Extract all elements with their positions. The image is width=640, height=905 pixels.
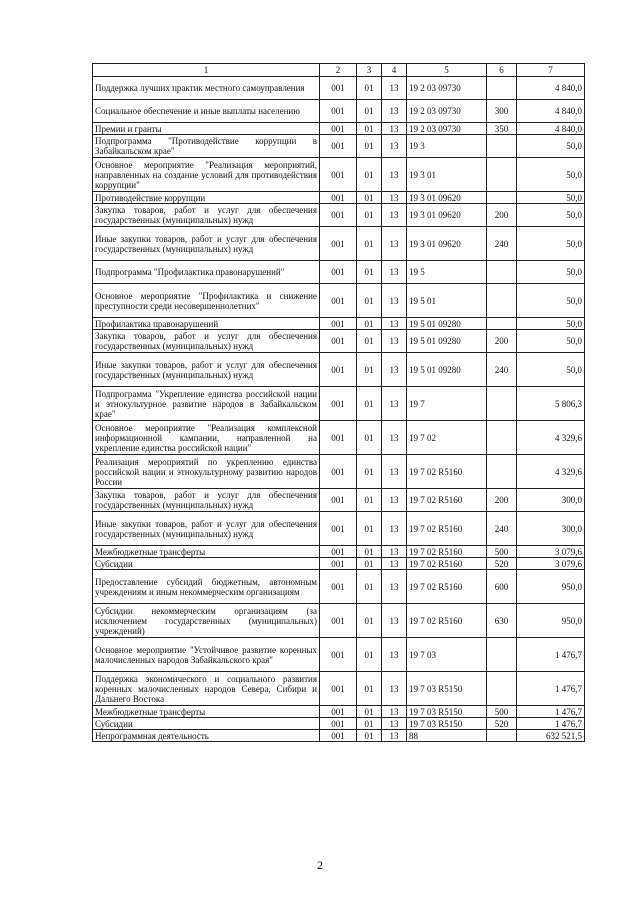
row-col-5: 19 7 02 R5160 bbox=[407, 455, 487, 489]
row-col-3: 01 bbox=[357, 353, 382, 387]
row-col-3: 01 bbox=[357, 730, 382, 742]
row-col-2: 001 bbox=[320, 330, 357, 353]
row-col-2: 001 bbox=[320, 123, 357, 135]
table-row bbox=[93, 318, 585, 330]
row-col-2: 001 bbox=[320, 638, 357, 672]
row-col-5: 19 2 03 09730 bbox=[407, 123, 487, 135]
row-name: Поддержка экономического и социального развития коренных малочисленных народов Севера, Сибири и Дальнего Востока bbox=[93, 672, 320, 706]
row-col-3: 01 bbox=[357, 638, 382, 672]
row-col-7: 50,0 bbox=[517, 353, 585, 387]
row-name: Противодействие коррупции bbox=[93, 192, 320, 204]
row-col-2: 001 bbox=[320, 455, 357, 489]
row-col-6 bbox=[487, 135, 517, 158]
row-name: Подпрограмма "Укрепление единства российской нации и этнокультурное развитие народов в Забайкальском крае" bbox=[93, 387, 320, 421]
row-col-3: 01 bbox=[357, 512, 382, 546]
row-col-2: 001 bbox=[320, 421, 357, 455]
row-col-5: 19 7 02 R5160 bbox=[407, 604, 487, 638]
table-row bbox=[93, 77, 585, 100]
row-col-2: 001 bbox=[320, 387, 357, 421]
row-col-4: 13 bbox=[382, 604, 407, 638]
row-col-3: 01 bbox=[357, 558, 382, 570]
table-row bbox=[93, 100, 585, 123]
row-col-5: 19 7 03 R5150 bbox=[407, 718, 487, 730]
row-col-5: 19 2 03 09730 bbox=[407, 100, 487, 123]
row-col-4: 13 bbox=[382, 558, 407, 570]
table-row bbox=[93, 284, 585, 318]
row-col-4: 13 bbox=[382, 638, 407, 672]
row-col-2: 001 bbox=[320, 512, 357, 546]
row-col-5: 19 3 bbox=[407, 135, 487, 158]
column-header-1: 1 bbox=[93, 64, 320, 77]
row-name: Субсидии bbox=[93, 718, 320, 730]
row-col-6: 240 bbox=[487, 227, 517, 261]
row-col-6 bbox=[487, 284, 517, 318]
table-row bbox=[93, 638, 585, 672]
table-row bbox=[93, 706, 585, 718]
row-col-3: 01 bbox=[357, 284, 382, 318]
row-col-7: 50,0 bbox=[517, 227, 585, 261]
table-row bbox=[93, 546, 585, 558]
row-col-2: 001 bbox=[320, 135, 357, 158]
row-col-3: 01 bbox=[357, 123, 382, 135]
row-col-2: 001 bbox=[320, 204, 357, 227]
table-row bbox=[93, 730, 585, 742]
row-col-5: 19 7 02 R5160 bbox=[407, 558, 487, 570]
row-col-2: 001 bbox=[320, 261, 357, 284]
row-col-4: 13 bbox=[382, 135, 407, 158]
row-col-3: 01 bbox=[357, 672, 382, 706]
row-col-6 bbox=[487, 192, 517, 204]
row-col-7: 1 476,7 bbox=[517, 638, 585, 672]
row-col-6 bbox=[487, 77, 517, 100]
row-col-2: 001 bbox=[320, 730, 357, 742]
row-col-7: 4 329,6 bbox=[517, 455, 585, 489]
row-col-2: 001 bbox=[320, 353, 357, 387]
row-col-7: 950,0 bbox=[517, 604, 585, 638]
row-col-4: 13 bbox=[382, 387, 407, 421]
row-col-2: 001 bbox=[320, 718, 357, 730]
row-col-7: 50,0 bbox=[517, 318, 585, 330]
row-col-3: 01 bbox=[357, 455, 382, 489]
row-col-5: 19 7 02 R5160 bbox=[407, 546, 487, 558]
row-col-3: 01 bbox=[357, 100, 382, 123]
row-col-7: 300,0 bbox=[517, 512, 585, 546]
table-header-row bbox=[93, 64, 585, 77]
row-col-4: 13 bbox=[382, 284, 407, 318]
table-row bbox=[93, 192, 585, 204]
row-col-6 bbox=[487, 318, 517, 330]
row-name: Реализация мероприятий по укреплению единства российской нации и этнокультурному развитию народов России bbox=[93, 455, 320, 489]
row-col-7: 5 806,3 bbox=[517, 387, 585, 421]
row-col-6 bbox=[487, 158, 517, 192]
row-col-6 bbox=[487, 421, 517, 455]
row-col-4: 13 bbox=[382, 672, 407, 706]
row-col-4: 13 bbox=[382, 546, 407, 558]
row-col-3: 01 bbox=[357, 718, 382, 730]
row-col-7: 50,0 bbox=[517, 135, 585, 158]
row-col-5: 19 7 bbox=[407, 387, 487, 421]
row-col-7: 50,0 bbox=[517, 330, 585, 353]
row-col-3: 01 bbox=[357, 706, 382, 718]
table-row bbox=[93, 123, 585, 135]
row-col-6: 200 bbox=[487, 330, 517, 353]
row-col-3: 01 bbox=[357, 192, 382, 204]
row-name: Непрограммная деятельность bbox=[93, 730, 320, 742]
row-col-7: 3 079,6 bbox=[517, 558, 585, 570]
row-col-6 bbox=[487, 261, 517, 284]
column-header-3: 3 bbox=[357, 64, 382, 77]
row-col-7: 4 840,0 bbox=[517, 123, 585, 135]
row-name: Основное мероприятие "Реализация мероприятий, направленных на создание условий для противодействия коррупции" bbox=[93, 158, 320, 192]
row-col-2: 001 bbox=[320, 604, 357, 638]
row-col-6 bbox=[487, 638, 517, 672]
row-col-7: 1 476,7 bbox=[517, 706, 585, 718]
row-name: Поддержка лучших практик местного самоуправления bbox=[93, 77, 320, 100]
row-col-4: 13 bbox=[382, 123, 407, 135]
table-row bbox=[93, 672, 585, 706]
row-col-2: 001 bbox=[320, 158, 357, 192]
row-name: Субсидии некоммерческим организациям (за исключением государственных (муниципальных) учреждений) bbox=[93, 604, 320, 638]
row-col-5: 19 2 03 09730 bbox=[407, 77, 487, 100]
row-col-5: 19 3 01 09620 bbox=[407, 227, 487, 261]
row-col-5: 19 7 03 R5150 bbox=[407, 672, 487, 706]
table-row bbox=[93, 718, 585, 730]
row-col-5: 19 5 01 09280 bbox=[407, 318, 487, 330]
row-name: Субсидии bbox=[93, 558, 320, 570]
row-col-4: 13 bbox=[382, 261, 407, 284]
row-name: Иные закупки товаров, работ и услуг для обеспечения государственных (муниципальных) нужд bbox=[93, 227, 320, 261]
table-row bbox=[93, 421, 585, 455]
row-col-2: 001 bbox=[320, 706, 357, 718]
table-body bbox=[93, 77, 585, 742]
row-col-3: 01 bbox=[357, 421, 382, 455]
row-name: Закупка товаров, работ и услуг для обеспечения государственных (муниципальных) нужд bbox=[93, 204, 320, 227]
row-col-5: 88 bbox=[407, 730, 487, 742]
row-col-2: 001 bbox=[320, 558, 357, 570]
row-name: Профилактика правонарушений bbox=[93, 318, 320, 330]
row-col-6 bbox=[487, 455, 517, 489]
row-col-5: 19 5 01 bbox=[407, 284, 487, 318]
row-col-6: 300 bbox=[487, 100, 517, 123]
table-row bbox=[93, 227, 585, 261]
row-col-2: 001 bbox=[320, 227, 357, 261]
row-col-4: 13 bbox=[382, 421, 407, 455]
table-row bbox=[93, 158, 585, 192]
row-col-4: 13 bbox=[382, 570, 407, 604]
row-col-6: 520 bbox=[487, 558, 517, 570]
row-col-3: 01 bbox=[357, 570, 382, 604]
row-col-5: 19 7 02 bbox=[407, 421, 487, 455]
row-name: Основное мероприятие "Реализация комплексной информационной кампании, направленной на укрепление единства российской нации" bbox=[93, 421, 320, 455]
row-col-6: 200 bbox=[487, 204, 517, 227]
row-col-6: 600 bbox=[487, 570, 517, 604]
column-header-5: 5 bbox=[407, 64, 487, 77]
row-col-3: 01 bbox=[357, 330, 382, 353]
column-header-2: 2 bbox=[320, 64, 357, 77]
column-header-6: 6 bbox=[487, 64, 517, 77]
page-number: 2 bbox=[317, 858, 323, 872]
row-col-6: 500 bbox=[487, 546, 517, 558]
row-col-6: 200 bbox=[487, 489, 517, 512]
row-col-4: 13 bbox=[382, 158, 407, 192]
row-col-6: 350 bbox=[487, 123, 517, 135]
row-col-2: 001 bbox=[320, 100, 357, 123]
row-col-6: 240 bbox=[487, 512, 517, 546]
row-col-6: 500 bbox=[487, 706, 517, 718]
row-col-2: 001 bbox=[320, 318, 357, 330]
row-col-4: 13 bbox=[382, 718, 407, 730]
row-name: Закупка товаров, работ и услуг для обеспечения государственных (муниципальных) нужд bbox=[93, 489, 320, 512]
row-name: Подпрограмма "Профилактика правонарушений" bbox=[93, 261, 320, 284]
row-col-2: 001 bbox=[320, 192, 357, 204]
row-col-7: 50,0 bbox=[517, 284, 585, 318]
row-col-7: 1 476,7 bbox=[517, 718, 585, 730]
row-col-6: 240 bbox=[487, 353, 517, 387]
row-col-5: 19 3 01 bbox=[407, 158, 487, 192]
row-col-3: 01 bbox=[357, 227, 382, 261]
table-row bbox=[93, 353, 585, 387]
row-col-6 bbox=[487, 730, 517, 742]
row-col-7: 300,0 bbox=[517, 489, 585, 512]
table-row bbox=[93, 512, 585, 546]
row-col-7: 3 079,6 bbox=[517, 546, 585, 558]
row-name: Иные закупки товаров, работ и услуг для обеспечения государственных (муниципальных) нужд bbox=[93, 353, 320, 387]
table-row bbox=[93, 604, 585, 638]
row-col-7: 4 329,6 bbox=[517, 421, 585, 455]
row-col-2: 001 bbox=[320, 77, 357, 100]
row-col-3: 01 bbox=[357, 489, 382, 512]
row-col-3: 01 bbox=[357, 261, 382, 284]
row-col-2: 001 bbox=[320, 672, 357, 706]
row-col-3: 01 bbox=[357, 604, 382, 638]
row-col-5: 19 5 01 09280 bbox=[407, 353, 487, 387]
row-col-7: 50,0 bbox=[517, 158, 585, 192]
row-col-7: 50,0 bbox=[517, 204, 585, 227]
row-col-4: 13 bbox=[382, 512, 407, 546]
column-header-4: 4 bbox=[382, 64, 407, 77]
row-col-4: 13 bbox=[382, 318, 407, 330]
row-col-3: 01 bbox=[357, 204, 382, 227]
budget-table bbox=[92, 63, 585, 742]
row-col-2: 001 bbox=[320, 570, 357, 604]
column-header-7: 7 bbox=[517, 64, 585, 77]
row-name: Основное мероприятие "Устойчивое развитие коренных малочисленных народов Забайкальского края" bbox=[93, 638, 320, 672]
row-col-5: 19 7 02 R5160 bbox=[407, 489, 487, 512]
row-col-5: 19 7 03 bbox=[407, 638, 487, 672]
row-col-4: 13 bbox=[382, 77, 407, 100]
row-col-3: 01 bbox=[357, 318, 382, 330]
table-row bbox=[93, 261, 585, 284]
row-col-4: 13 bbox=[382, 489, 407, 512]
row-col-6: 630 bbox=[487, 604, 517, 638]
table-row bbox=[93, 330, 585, 353]
row-col-2: 001 bbox=[320, 284, 357, 318]
row-name: Закупка товаров, работ и услуг для обеспечения государственных (муниципальных) нужд bbox=[93, 330, 320, 353]
table-row bbox=[93, 570, 585, 604]
row-col-7: 50,0 bbox=[517, 192, 585, 204]
row-col-4: 13 bbox=[382, 330, 407, 353]
row-col-7: 632 521,5 bbox=[517, 730, 585, 742]
row-col-5: 19 7 03 R5150 bbox=[407, 706, 487, 718]
row-name: Иные закупки товаров, работ и услуг для обеспечения государственных (муниципальных) нужд bbox=[93, 512, 320, 546]
row-col-3: 01 bbox=[357, 546, 382, 558]
row-name: Подпрограмма "Противодействие коррупции в Забайкальском крае" bbox=[93, 135, 320, 158]
table-row bbox=[93, 558, 585, 570]
table-row bbox=[93, 455, 585, 489]
row-col-3: 01 bbox=[357, 387, 382, 421]
row-col-4: 13 bbox=[382, 353, 407, 387]
table-row bbox=[93, 387, 585, 421]
row-col-5: 19 5 bbox=[407, 261, 487, 284]
row-col-2: 001 bbox=[320, 546, 357, 558]
row-col-3: 01 bbox=[357, 135, 382, 158]
row-col-5: 19 7 02 R5160 bbox=[407, 512, 487, 546]
row-col-6 bbox=[487, 387, 517, 421]
row-col-5: 19 5 01 09280 bbox=[407, 330, 487, 353]
row-col-7: 4 840,0 bbox=[517, 77, 585, 100]
row-col-5: 19 3 01 09620 bbox=[407, 192, 487, 204]
row-name: Межбюджетные трансферты bbox=[93, 706, 320, 718]
row-name: Премии и гранты bbox=[93, 123, 320, 135]
table-row bbox=[93, 135, 585, 158]
row-name: Предоставление субсидий бюджетным, автономным учреждениям и иным некоммерческим организациям bbox=[93, 570, 320, 604]
row-col-2: 001 bbox=[320, 489, 357, 512]
row-col-6 bbox=[487, 672, 517, 706]
row-col-4: 13 bbox=[382, 204, 407, 227]
row-col-7: 50,0 bbox=[517, 261, 585, 284]
row-col-3: 01 bbox=[357, 158, 382, 192]
row-col-5: 19 3 01 09620 bbox=[407, 204, 487, 227]
row-col-7: 4 840,0 bbox=[517, 100, 585, 123]
row-col-5: 19 7 02 R5160 bbox=[407, 570, 487, 604]
row-col-4: 13 bbox=[382, 730, 407, 742]
row-col-3: 01 bbox=[357, 77, 382, 100]
row-col-4: 13 bbox=[382, 192, 407, 204]
row-col-7: 950,0 bbox=[517, 570, 585, 604]
row-col-7: 1 476,7 bbox=[517, 672, 585, 706]
table-row bbox=[93, 489, 585, 512]
row-col-4: 13 bbox=[382, 706, 407, 718]
table-row bbox=[93, 204, 585, 227]
row-col-4: 13 bbox=[382, 100, 407, 123]
row-col-4: 13 bbox=[382, 455, 407, 489]
row-name: Социальное обеспечение и иные выплаты населению bbox=[93, 100, 320, 123]
row-col-6: 520 bbox=[487, 718, 517, 730]
row-name: Межбюджетные трансферты bbox=[93, 546, 320, 558]
row-col-4: 13 bbox=[382, 227, 407, 261]
row-name: Основное мероприятие "Профилактика и снижение преступности среди несовершеннолетних" bbox=[93, 284, 320, 318]
